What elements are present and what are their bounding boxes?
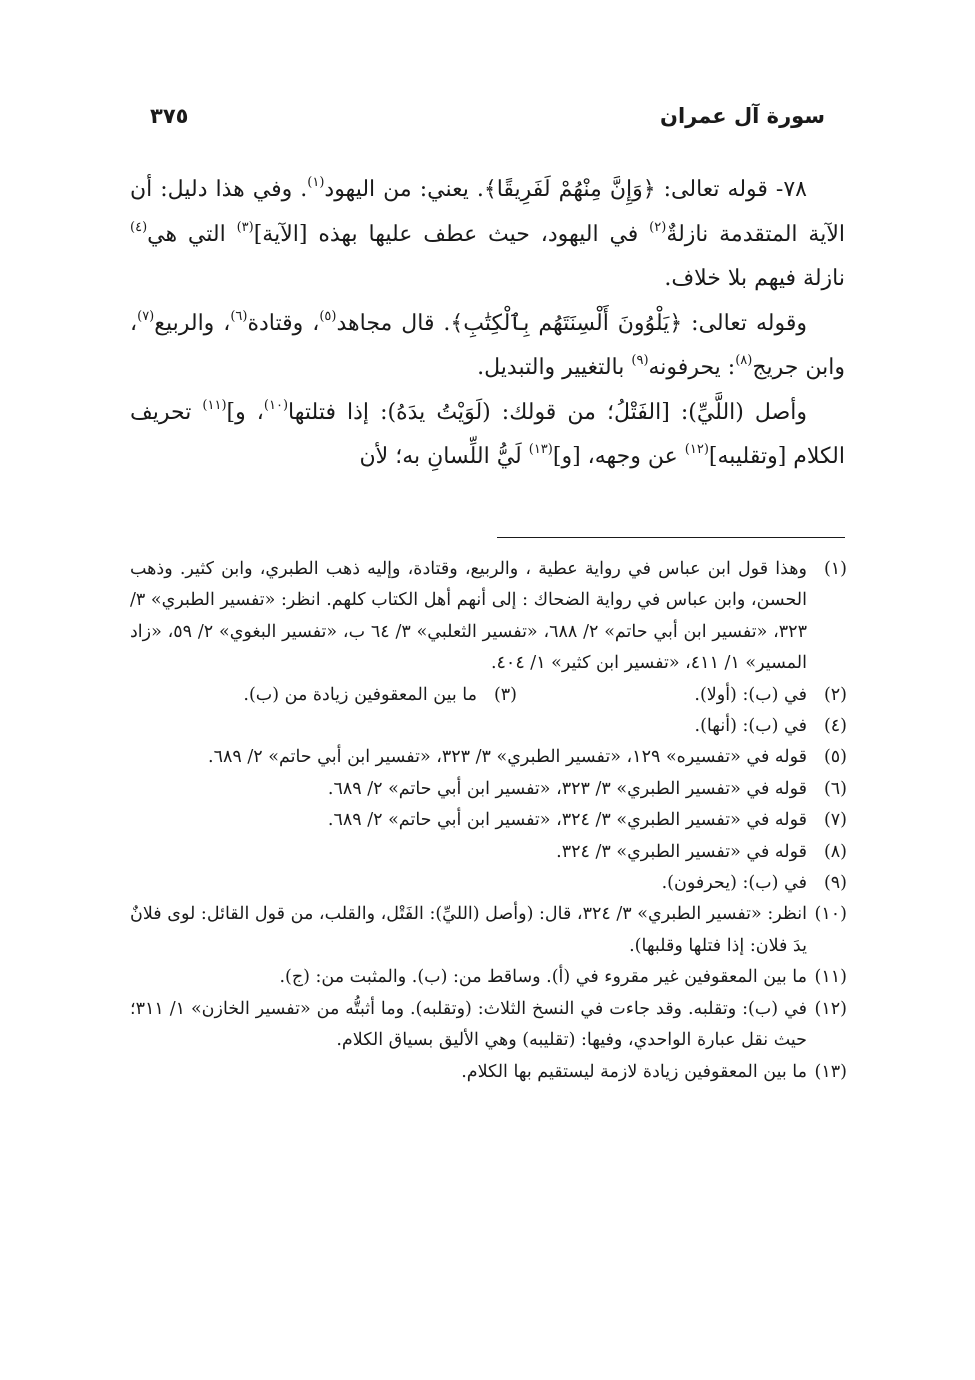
footnote-divider — [497, 537, 845, 538]
footnote-ref: (١٢) — [684, 442, 709, 457]
footnote — [130, 805, 847, 836]
footnote-text: قوله في «تفسيره» ١٢٩، «تفسير الطبري» ٣/ ٣٢٣، «تفسير ابن أبي حاتم» ٢/ ٦٨٩. — [208, 747, 807, 768]
footnote-number: (٥) — [823, 747, 847, 768]
paragraph: ٧٨- قوله تعالى: ﴿وَإِنَّ مِنْهُمْ لَفَرِيقًا﴾. يعني: من اليهود$^{(١)}$. وفي هذا دليل: أن الآية المتقدمة نازلةٌ$^{(٢)}$ في اليهود، حيث عطف عليها بهذه [الآية]$^{(٣)}$ التي هي$^{(٤)}$ نازلة فيهم بلا خلاف. — [130, 175, 845, 291]
footnote — [130, 837, 847, 868]
footnote — [130, 554, 847, 680]
footnote-text: ما بين المعقوفين غير مقروء في (أ). وساقط من: (ب). والمثبت من: (ج). — [279, 967, 807, 988]
footnote-text: انظر: «تفسير الطبري» ٣/ ٣٢٤، قال: (وأصل (الليِّ): الفَتْل، والقلب، من قول القائل: لوى فلانٌ يدَ فلان: إذا فتلها وقلبها). — [130, 904, 807, 956]
footnote-ref: (٣) — [236, 219, 254, 235]
footnote-text: ما بين المعقوفين زيادة لازمة ليستقيم بها الكلام. — [461, 1061, 807, 1082]
footnote-text: في (ب): (يحرفون). — [661, 873, 807, 894]
footnote-ref: (١) — [307, 175, 325, 190]
paragraph: وقوله تعالى: ﴿يَلْوُونَ أَلْسِنَتَهُم بِٱلْكِتَٰبِ﴾. قال مجاهد$^{(٥)}$، وقتادة$^{(٦)}$، والربيع$^{(٧)}$، وابن جريج$^{(٨)}$: يحرفونه$^{(٩)}$ بالتغيير والتبديل. — [130, 308, 845, 380]
main-text — [130, 168, 845, 480]
footnote-text: قوله في «تفسير الطبري» ٣/ ٣٢٤، «تفسير ابن أبي حاتم» ٢/ ٦٨٩. — [327, 810, 807, 831]
footnote-text: ما بين المعقوفين زيادة من (ب). — [243, 684, 477, 705]
footnote-number: (٣) — [493, 684, 517, 705]
footnote-ref: (٥) — [319, 308, 337, 324]
footnote-ref: (٩) — [631, 353, 649, 368]
footnote — [130, 711, 847, 742]
footnote — [130, 899, 847, 962]
footnote — [130, 868, 847, 899]
footnote-text: قوله في «تفسير الطبري» ٣/ ٣٢٤. — [556, 841, 807, 862]
footnote-row — [130, 680, 847, 711]
footnote-number: (٨) — [823, 841, 847, 862]
footnote-number: (٧) — [823, 810, 847, 831]
footnote-ref: (٦) — [230, 308, 248, 324]
footnote-text: في (ب): (أولا). — [694, 684, 807, 705]
footnote-ref: (٢) — [649, 219, 667, 235]
footnote-ref: (١٣) — [528, 442, 553, 457]
footnote-number: (٤) — [823, 716, 847, 737]
footnote — [243, 680, 517, 711]
page-number: ٣٧٥ — [150, 104, 189, 128]
footnote-number: (٦) — [823, 778, 847, 799]
footnote-ref: (٧) — [137, 308, 155, 324]
paragraph: وأصل (اللَّيِّ): [الفَتْلُ؛ من قولك: (لَوَيْتُ يدَهُ): إذا فتلتها$^{(١٠)}$، و]$^{(١١)}$ تحريف الكلام [وتقليبه]$^{(١٢)}$ عن وجهه، [و]$^{(١٣)}$ لَيُّ اللِّسانِ به؛ لأن — [130, 397, 845, 469]
footnote-ref: (٤) — [130, 219, 148, 235]
footnote — [130, 962, 847, 993]
footnote-ref: (٨) — [735, 353, 753, 368]
footnote-ref: (١١) — [202, 397, 227, 413]
footnote — [517, 680, 847, 711]
footnote-text: وهذا قول ابن عباس في رواية عطية ، والربيع، وقتادة، وإليه ذهب الطبري، وابن كثير. وذهب الحسن، وابن عباس في رواية الضحاك : إلى أنهم أهل الكتاب كلهم. انظر: «تفسير الطبري» ٣/ ٣٢٣، «تفسير ابن أبي حاتم» ٢/ ٦٨٨، «تفسير الثعلبي» ٣/ ٦٤ ب، «تفسير البغوي» ٢/ ٥٩، «زاد المسير» ١/ ٤١١، «تفسير ابن كثير» ١/ ٤٠٤. — [130, 559, 807, 674]
surah-title: سورة آل عمران — [660, 104, 825, 128]
footnote-number: (١١) — [814, 967, 847, 988]
footnotes — [130, 554, 847, 1088]
footnote-ref: (١٠) — [263, 397, 289, 413]
page-header — [150, 96, 825, 136]
footnote — [130, 1057, 847, 1088]
footnote — [130, 994, 847, 1057]
footnote-text: قوله في «تفسير الطبري» ٣/ ٣٢٣، «تفسير ابن أبي حاتم» ٢/ ٦٨٩. — [327, 778, 807, 799]
footnote-number: (٩) — [823, 873, 847, 894]
footnote-number: (١) — [823, 559, 847, 579]
footnote — [130, 774, 847, 805]
footnote-text: في (ب): (أنها). — [694, 716, 807, 737]
footnote-number: (٢) — [823, 684, 847, 705]
footnote-text: في (ب): وتقلبه. وقد جاءت في النسخ الثلاث: (وتقلبه). وما أثبتُّه من «تفسير الخازن» ١/ ٣١١؛ حيث نقل عبارة الواحدي، وفيها: (تقليبه) وهي الأليق بسياق الكلام. — [130, 998, 807, 1051]
footnote — [130, 742, 847, 773]
footnote-number: (١٢) — [814, 998, 847, 1019]
footnote-number: (١٠) — [814, 904, 847, 925]
footnote-number: (١٣) — [814, 1061, 847, 1082]
